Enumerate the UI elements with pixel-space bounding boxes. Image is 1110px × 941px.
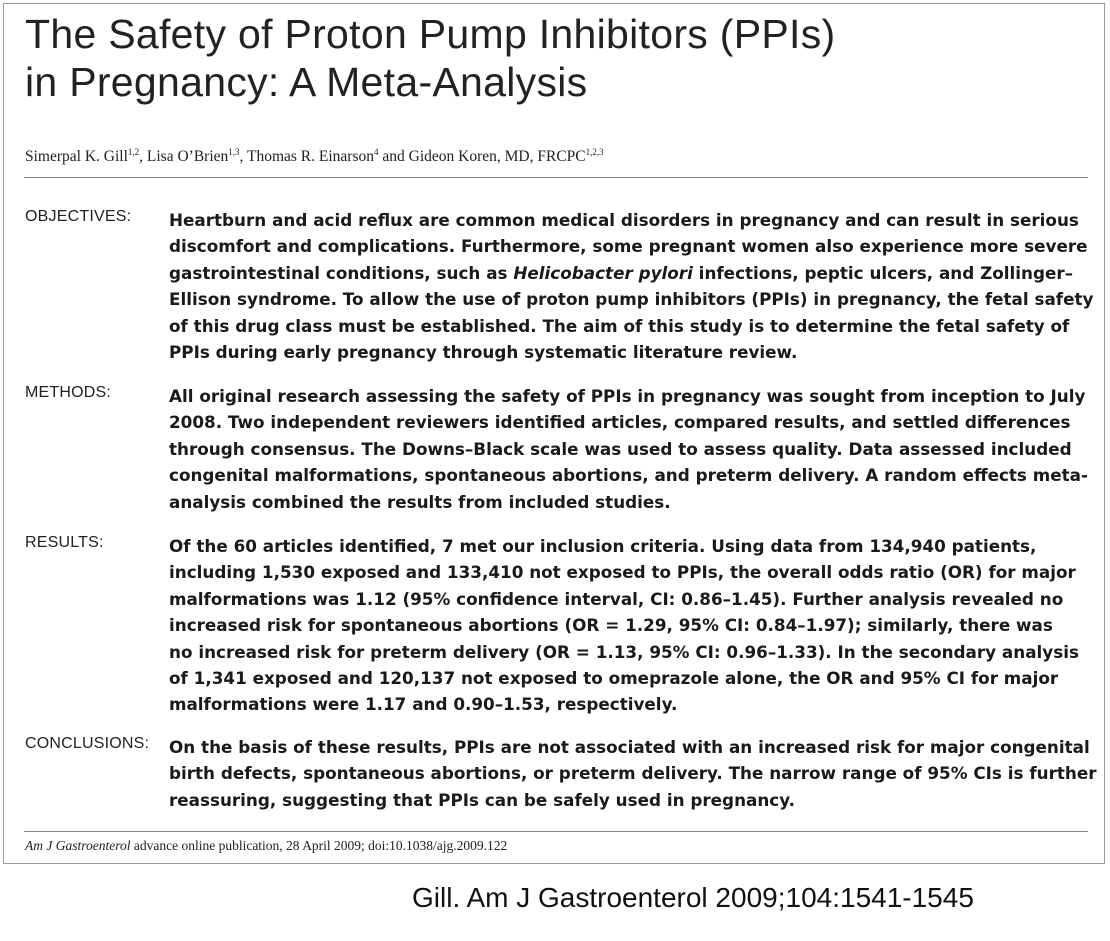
section-body bbox=[169, 207, 1094, 365]
section-label: RESULTS: bbox=[25, 534, 104, 551]
footer-divider bbox=[24, 831, 1088, 832]
text-line: through consensus. The Downs–Black scale was used to assess quality. Data assessed included bbox=[169, 438, 1072, 459]
text-line: including 1,530 exposed and 133,410 not exposed to PPIs, the overall odds ratio (OR) for major bbox=[169, 562, 1076, 583]
title-line-1: The Safety of Proton Pump Inhibitors (PPIs) bbox=[25, 11, 836, 57]
publication-details: advance online publication, 28 April 2009; doi:10.1038/ajg.2009.122 bbox=[130, 838, 508, 853]
text-line: All original research assessing the safety of PPIs in pregnancy was sought from inception to July bbox=[169, 386, 1086, 406]
text-line: malformations were 1.17 and 0.90–1.53, respectively. bbox=[169, 694, 678, 715]
text-line: reassuring, suggesting that PPIs can be safely used in pregnancy. bbox=[169, 789, 796, 810]
author-name: Lisa O’Brien bbox=[146, 148, 229, 165]
author-affiliation: 1,3 bbox=[228, 147, 240, 157]
journal-citation bbox=[25, 838, 507, 854]
author-name: Thomas R. Einarson bbox=[247, 148, 374, 165]
section-body bbox=[169, 734, 1097, 813]
slide-caption: Gill. Am J Gastroenterol 2009;104:1541-1545 bbox=[412, 882, 974, 913]
text-line: 2008. Two independent reviewers identified articles, compared results, and settled differences bbox=[169, 412, 1071, 433]
header-divider bbox=[24, 177, 1088, 178]
author-separator: , bbox=[139, 148, 147, 165]
section-label: OBJECTIVES: bbox=[25, 208, 132, 225]
author-name: Simerpal K. Gill bbox=[25, 148, 128, 165]
author-separator: , bbox=[239, 148, 247, 165]
text-run: infections, peptic ulcers, and Zollinger– bbox=[692, 262, 1074, 283]
text-line: Heartburn and acid reflux are common medical disorders in pregnancy and can result in serious bbox=[169, 210, 1079, 230]
author-name: Gideon Koren, MD, FRCPC bbox=[408, 148, 586, 165]
author-affiliation: 1,2,3 bbox=[585, 147, 604, 157]
text-line bbox=[169, 260, 1089, 286]
title-line-2: in Pregnancy: A Meta-Analysis bbox=[25, 59, 588, 105]
paper-title bbox=[25, 10, 835, 106]
text-line: analysis combined the results from included studies. bbox=[169, 491, 671, 512]
author-affiliation: 4 bbox=[374, 147, 379, 157]
text-line: of 1,341 exposed and 120,137 not exposed to omeprazole alone, the OR and 95% CI for major bbox=[169, 668, 1059, 689]
text-run: gastrointestinal conditions, such as bbox=[169, 262, 514, 283]
section-label: METHODS: bbox=[25, 384, 112, 401]
text-line: On the basis of these results, PPIs are not associated with an increased risk for major congenital bbox=[169, 737, 1090, 757]
text-line: discomfort and complications. Furthermore, some pregnant women also experience more severe bbox=[169, 236, 1088, 257]
text-line: no increased risk for preterm delivery (OR = 1.13, 95% CI: 0.96–1.33). In the secondary analysis bbox=[169, 641, 1079, 662]
author-separator: and bbox=[378, 148, 409, 165]
italic-term: Helicobacter pylori bbox=[513, 262, 693, 283]
text-line: malformations was 1.12 (95% confidence interval, CI: 0.86–1.45). Further analysis revealed no bbox=[169, 588, 1064, 609]
author-affiliation: 1,2 bbox=[127, 147, 140, 157]
text-line: increased risk for spontaneous abortions (OR = 1.29, 95% CI: 0.84–1.97); similarly, there was bbox=[169, 615, 1053, 636]
section-body bbox=[169, 533, 1089, 718]
text-line: Of the 60 articles identified, 7 met our inclusion criteria. Using data from 134,940 patients, bbox=[169, 536, 1037, 556]
section-label: CONCLUSIONS: bbox=[25, 735, 150, 752]
text-line: of this drug class must be established. The aim of this study is to determine the fetal safety of bbox=[169, 315, 1070, 336]
text-line: birth defects, spontaneous abortions, or preterm delivery. The narrow range of 95% CIs is further bbox=[169, 763, 1097, 784]
journal-name: Am J Gastroenterol bbox=[25, 838, 131, 853]
text-line: PPIs during early pregnancy through systematic literature review. bbox=[169, 342, 798, 363]
author-list bbox=[25, 148, 604, 166]
section-body bbox=[169, 383, 1089, 515]
text-line: congenital malformations, spontaneous abortions, and preterm delivery. A random effects meta- bbox=[169, 465, 1088, 486]
text-line: Ellison syndrome. To allow the use of proton pump inhibitors (PPIs) in pregnancy, the fetal safety bbox=[169, 289, 1094, 310]
